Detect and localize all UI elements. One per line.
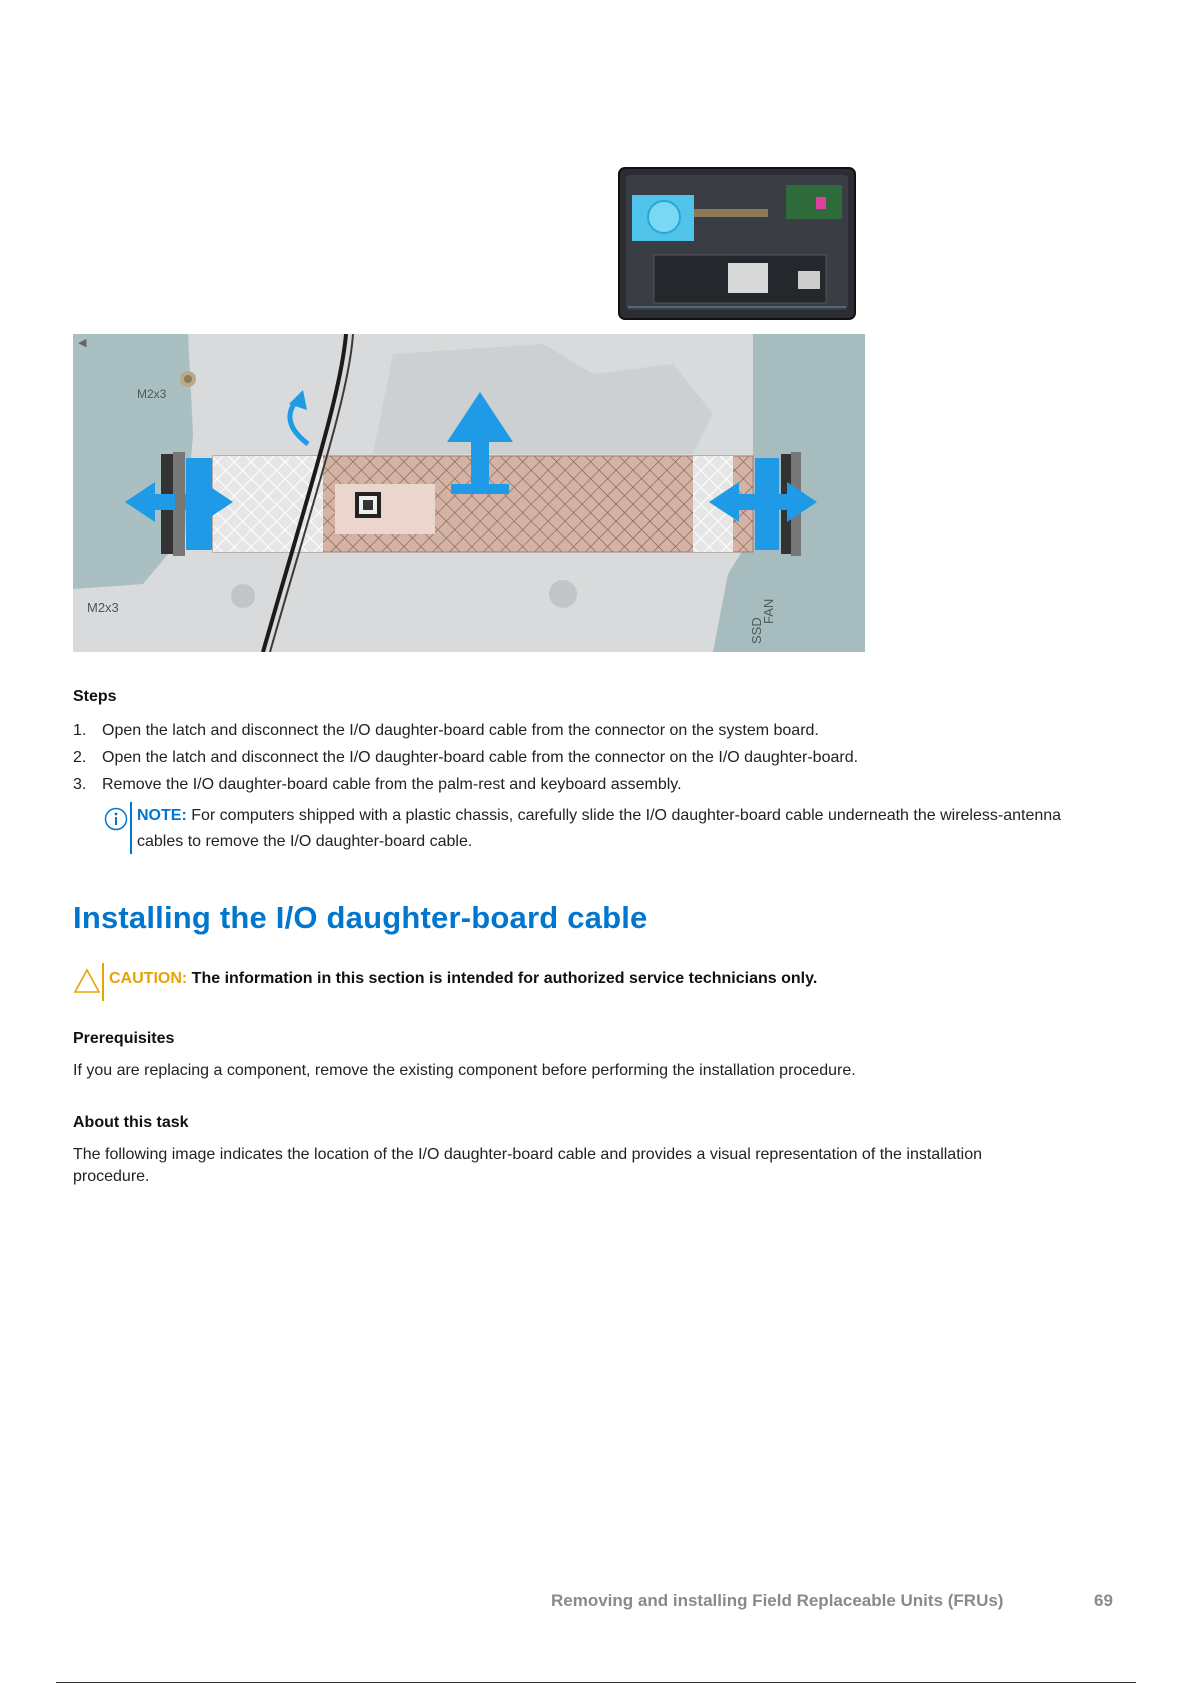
screw-label-top: M2x3 — [137, 387, 167, 401]
step-text: Open the latch and disconnect the I/O daughter-board cable from the connector on the system board. — [102, 722, 819, 739]
caution-label: CAUTION: — [109, 970, 188, 987]
steps-heading: Steps — [73, 688, 117, 705]
step-text: Open the latch and disconnect the I/O daughter-board cable from the connector on the I/O daughter-board. — [102, 749, 859, 766]
caution-box — [73, 963, 1073, 1003]
step-number: 1. — [73, 722, 87, 739]
about-text: The following image indicates the location of the I/O daughter-board cable and provides a visual representation of the installation procedure. — [73, 1146, 982, 1185]
io-cable-removal-illustration — [73, 334, 865, 652]
about-heading: About this task — [73, 1114, 189, 1131]
steps-list — [73, 717, 1073, 798]
prerequisites-text: If you are replacing a component, remove the existing component before performing the installation procedure. — [73, 1062, 856, 1079]
step-number: 2. — [73, 749, 87, 766]
list-item — [73, 771, 1073, 798]
warning-icon — [73, 968, 101, 994]
note-text: For computers shipped with a plastic chassis, carefully slide the I/O daughter-board cable underneath the wireless-antenna cables to remove the I/O daughter-board cable. — [137, 807, 1062, 850]
section-title: Installing the I/O daughter-board cable — [73, 900, 648, 935]
caution-bar — [102, 963, 104, 1001]
prerequisites-heading: Prerequisites — [73, 1030, 175, 1047]
footer-title: Removing and installing Field Replaceable Units (FRUs) — [551, 1591, 1004, 1610]
caution-text: The information in this section is intended for authorized service technicians only. — [191, 970, 818, 987]
note-label: NOTE: — [137, 807, 187, 824]
screw-marker: ◀ — [78, 337, 87, 349]
highlight-marker — [816, 197, 826, 209]
info-icon — [104, 807, 128, 831]
footer-rule — [56, 1682, 1136, 1683]
step-text: Remove the I/O daughter-board cable from the palm-rest and keyboard assembly. — [102, 776, 682, 793]
page-number: 69 — [1094, 1591, 1113, 1610]
fan-label: FAN — [761, 598, 776, 624]
ssd-label: SSD — [749, 617, 764, 644]
list-item — [73, 744, 1073, 771]
step-number: 3. — [73, 776, 87, 793]
list-item — [73, 717, 1073, 744]
screw-label-bottom: M2x3 — [87, 600, 119, 615]
laptop-overview-image — [618, 167, 856, 320]
note-bar — [130, 802, 132, 854]
